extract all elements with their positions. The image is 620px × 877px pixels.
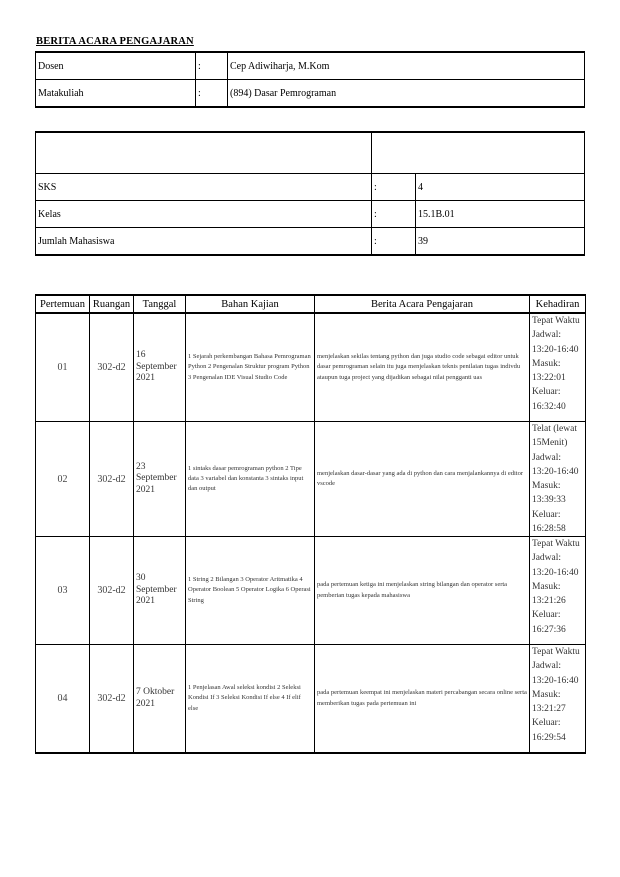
cell-bahan-kajian: 1 sintaks dasar pemrograman python 2 Tipe data 3 variabel dan konstanta 3 sintaks input dan output xyxy=(186,422,315,537)
kelas-label: Kelas xyxy=(36,201,372,228)
cell-bahan-kajian: 1 Sejarah perkembangan Bahasa Pemrograman Python 2 Pengenalan Struktur program Python 3 Pengenalan IDE Visual Studio Code xyxy=(186,313,315,422)
header-berita-acara: Berita Acara Pengajaran xyxy=(315,295,530,313)
sks-label: SKS xyxy=(36,174,372,201)
cell-ruangan: 302-d2 xyxy=(90,645,134,754)
cell-tanggal: 30 September 2021 xyxy=(134,537,186,645)
cell-berita-acara: pada pertemuan keempat ini menjelaskan materi percabangan secara online serta memberikan tugas pada pertemuan ini xyxy=(315,645,530,754)
header-bahan-kajian: Bahan Kajian xyxy=(186,295,315,313)
empty-header-cell-right xyxy=(372,132,585,174)
kelas-row xyxy=(36,201,585,228)
dosen-value: Cep Adiwiharja, M.Kom xyxy=(228,52,585,80)
dosen-row xyxy=(36,52,585,80)
sks-row xyxy=(36,174,585,201)
cell-bahan-kajian: 1 String 2 Bilangan 3 Operator Aritmatika 4 Operator Boolean 5 Operator Logika 6 Operasi String xyxy=(186,537,315,645)
lecturer-info-table xyxy=(35,51,585,108)
cell-berita-acara: menjelaskan dasar-dasar yang ada di python dan cara menjalankannya di editor vscode xyxy=(315,422,530,537)
table-row xyxy=(36,645,586,754)
cell-bahan-kajian: 1 Penjelasan Awal seleksi kondisi 2 Seleksi Kondisi If 3 Seleksi Kondisi If else 4 If elif else xyxy=(186,645,315,754)
class-info-header-row xyxy=(36,132,585,174)
matkul-label: Matakuliah xyxy=(36,80,196,108)
table-row xyxy=(36,313,586,422)
document-title: BERITA ACARA PENGAJARAN xyxy=(36,36,194,47)
header-kehadiran: Kehadiran xyxy=(530,295,586,313)
header-tanggal: Tanggal xyxy=(134,295,186,313)
cell-kehadiran: Telat (lewat 15Menit) Jadwal: 13:20-16:40 Masuk: 13:39:33 Keluar: 16:28:58 xyxy=(530,422,586,537)
cell-berita-acara: menjelaskan sekilas tentang python dan juga studio code sebagai editor untuk dasar pemrograman selain itu juga menjelaskan teknis penilaian tugas indivdu ataupun tuga project yang dijadikan sebagai nilai pengganti uas xyxy=(315,313,530,422)
empty-header-cell xyxy=(36,132,372,174)
table-header-row xyxy=(36,295,586,313)
jumlah-separator: : xyxy=(372,228,416,256)
cell-ruangan: 302-d2 xyxy=(90,537,134,645)
cell-berita-acara: pada pertemuan ketiga ini menjelaskan string bilangan dan operator serta pemberian tugas kepada mahasiswa xyxy=(315,537,530,645)
header-pertemuan: Pertemuan xyxy=(36,295,90,313)
cell-kehadiran: Tepat Waktu Jadwal: 13:20-16:40 Masuk: 13:21:26 Keluar: 16:27:36 xyxy=(530,537,586,645)
cell-ruangan: 302-d2 xyxy=(90,313,134,422)
kelas-separator: : xyxy=(372,201,416,228)
cell-pertemuan: 04 xyxy=(36,645,90,754)
sks-separator: : xyxy=(372,174,416,201)
cell-kehadiran: Tepat Waktu Jadwal: 13:20-16:40 Masuk: 13:21:27 Keluar: 16:29:54 xyxy=(530,645,586,754)
matkul-value: (894) Dasar Pemrograman xyxy=(228,80,585,108)
jumlah-label: Jumlah Mahasiswa xyxy=(36,228,372,256)
cell-pertemuan: 01 xyxy=(36,313,90,422)
dosen-label: Dosen xyxy=(36,52,196,80)
cell-kehadiran: Tepat Waktu Jadwal: 13:20-16:40 Masuk: 13:22:01 Keluar: 16:32:40 xyxy=(530,313,586,422)
matkul-separator: : xyxy=(196,80,228,108)
cell-pertemuan: 03 xyxy=(36,537,90,645)
jumlah-row xyxy=(36,228,585,256)
dosen-separator: : xyxy=(196,52,228,80)
table-row xyxy=(36,537,586,645)
cell-pertemuan: 02 xyxy=(36,422,90,537)
table-row xyxy=(36,422,586,537)
jumlah-value: 39 xyxy=(416,228,585,256)
cell-ruangan: 302-d2 xyxy=(90,422,134,537)
matkul-row xyxy=(36,80,585,108)
class-info-table xyxy=(35,131,585,256)
sks-value: 4 xyxy=(416,174,585,201)
teaching-record-table xyxy=(35,294,586,754)
kelas-value: 15.1B.01 xyxy=(416,201,585,228)
cell-tanggal: 23 September 2021 xyxy=(134,422,186,537)
cell-tanggal: 16 September 2021 xyxy=(134,313,186,422)
cell-tanggal: 7 Oktober 2021 xyxy=(134,645,186,754)
header-ruangan: Ruangan xyxy=(90,295,134,313)
